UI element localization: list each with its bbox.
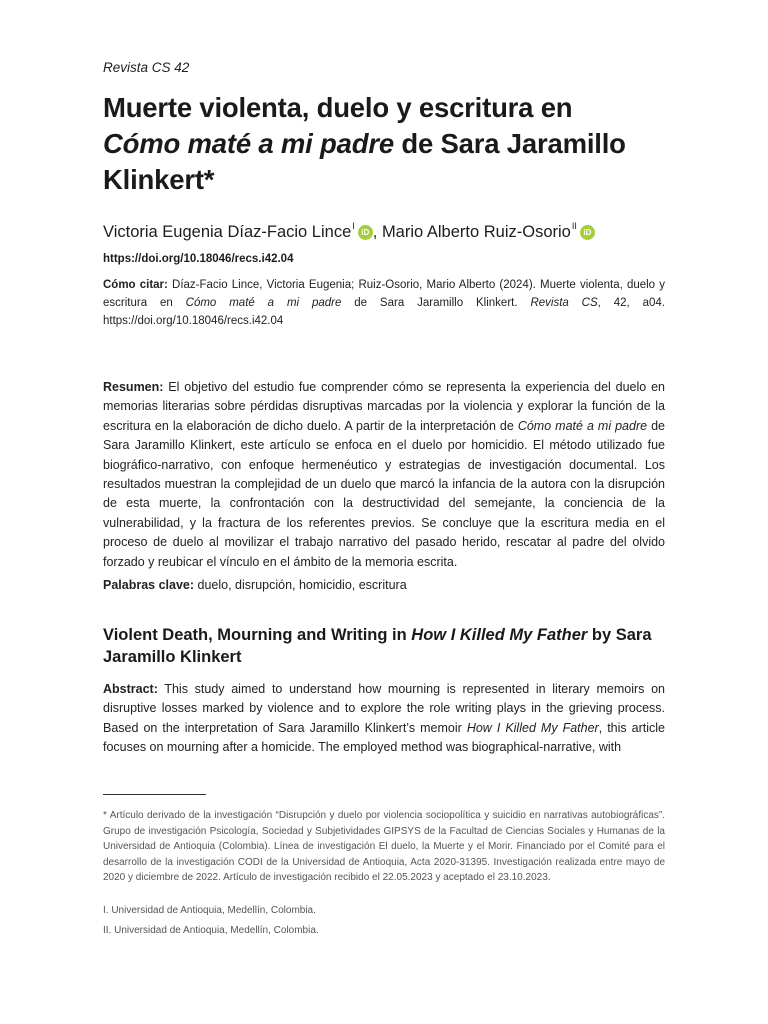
affiliation-2: II. Universidad de Antioquia, Medellín, Colombia. xyxy=(103,925,319,936)
citation-block xyxy=(103,276,665,330)
orcid-icon[interactable]: iD xyxy=(580,225,595,240)
resumen-text-1: El objetivo del estudio fue comprender cómo se representa la experiencia del duelo en memorias literarias sobre pérdidas disruptivas marcadas por la violencia y explorar la función de la escritura en la elaboración de dicho duelo. A partir de la interpretación de xyxy=(103,380,665,433)
article-title xyxy=(103,90,663,198)
abstract-label: Abstract: xyxy=(103,682,158,696)
keywords-text: duelo, disrupción, homicidio, escritura xyxy=(194,578,407,592)
author-2-name[interactable]: Mario Alberto Ruiz-Osorio xyxy=(381,223,571,241)
citation-text-2: de Sara Jaramillo Klinkert. xyxy=(341,297,531,309)
author-2-affiliation-mark: II xyxy=(571,221,577,231)
footnote-divider xyxy=(103,794,206,795)
author-1-name[interactable]: Victoria Eugenia Díaz-Facio Lince xyxy=(103,223,352,241)
citation-book-title: Cómo maté a mi padre xyxy=(185,297,342,309)
abstract-text-1: This study aimed to understand how mourning is represented in literary memoirs on disruptive losses marked by violence and to explore the role writing plays in the grieving process. Based on the interpretation of Sara Jaramillo Klinkert’s memoir xyxy=(103,682,665,735)
abstract-paragraph xyxy=(103,680,665,758)
journal-issue: Revista CS 42 xyxy=(103,60,190,75)
english-title-text-1: Violent Death, Mourning and Writing in xyxy=(103,626,412,644)
abstract-book-title: How I Killed My Father xyxy=(466,720,599,735)
title-line-2-rest: de Sara Jaramillo xyxy=(393,128,626,159)
affiliation-1: I. Universidad de Antioquia, Medellín, Colombia. xyxy=(103,905,316,916)
footnote-text: * Artículo derivado de la investigación “Disrupción y duelo por violencia sociopolítica y suicidio en narrativas autobiográficas”. Grupo de investigación Psicología, Sociedad y Subjetividades GIPSYS de la Facultad de Ciencias Sociales y Humanas de la Universidad de Antioquia (Colombia). Línea de investigación El duelo, la Muerte y el Morir. Financiado por el Comité para el desarrollo de la investigación CODI de la Universidad de Antioquia, Acta 2020-31395. Investigación realizada entre mayo de 2020 y diciembre de 2022. Artículo de investigación recibido el 22.05.2023 y aceptado el 23.10.2023. xyxy=(103,810,665,884)
english-title-text-2: by Sara Jaramillo Klinkert xyxy=(103,626,652,666)
title-line-1: Muerte violenta, duelo y escritura en xyxy=(103,92,573,123)
author-separator: , xyxy=(372,223,382,241)
citation-text-3: , 42, a04. https://doi.org/10.18046/recs.i42.04 xyxy=(103,297,665,327)
doi-link[interactable]: https://doi.org/10.18046/recs.i42.04 xyxy=(103,253,294,265)
citation-journal: Revista CS xyxy=(530,297,598,309)
keywords-line xyxy=(103,578,665,592)
author-1-affiliation-mark: I xyxy=(352,221,355,231)
resumen-paragraph xyxy=(103,378,665,572)
title-italic-book: Cómo maté a mi padre xyxy=(103,128,394,159)
title-line-3: Klinkert* xyxy=(103,164,215,195)
english-title-book: How I Killed My Father xyxy=(411,626,588,644)
author-list xyxy=(103,221,703,242)
resumen-text-2: de Sara Jaramillo Klinkert, este artículo se enfoca en el duelo por homicidio. El método utilizado fue biográfico-narrativo, con enfoque hermenéutico y estrategias de investigación documental. Los resultados muestran la complejidad de un duelo que marcó la infancia de la autora con la disrupción de esta muerte, la confrontación con la destructividad del semejante, la conciencia de la vulnerabilidad, y la fractura de los referentes previos. Se concluye que la escritura media en el proceso de duelo al movilizar el trabajo narrativo del pasado herido, rescatar al padre del olvido forzado y reubicar el vínculo en el ámbito de la memoria escrita. xyxy=(103,418,665,569)
resumen-book-title: Cómo maté a mi padre xyxy=(517,418,648,433)
orcid-icon[interactable]: iD xyxy=(358,225,373,240)
english-title xyxy=(103,624,665,668)
abstract-text-2: , this article focuses on mourning after a homicide. The employed method was biographical-narrative, with xyxy=(103,720,666,755)
resumen-label: Resumen: xyxy=(103,380,164,394)
keywords-label: Palabras clave: xyxy=(103,578,195,592)
citation-text-1: Díaz-Facio Lince, Victoria Eugenia; Ruiz-Osorio, Mario Alberto (2024). Muerte violenta, duelo y escritura en xyxy=(103,279,665,309)
citation-label: Cómo citar: xyxy=(103,279,168,291)
